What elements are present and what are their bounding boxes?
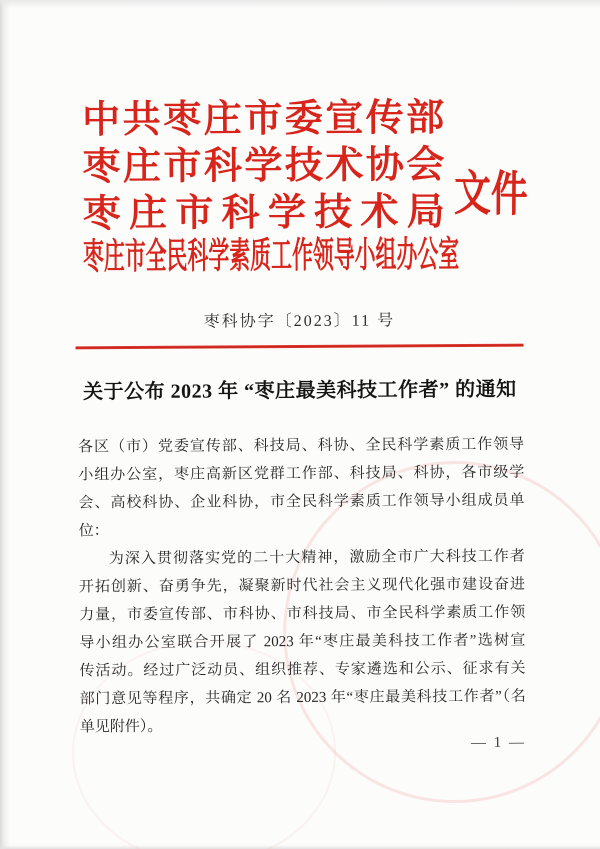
body-paragraph-2-line: 传活动。经过广泛动员、组织推荐、专家遴选和公示、征求有关 [79, 660, 526, 680]
body-paragraph-1-line: 各区（市）党委宣传部、科技局、科协、全民科学素质工作领导 [78, 436, 525, 456]
doc-number: 枣科协字〔2023〕11 号 [203, 312, 396, 331]
letterhead-org-line-2: 枣庄市科学技术协会 [82, 144, 445, 189]
body-paragraph-2-line: 导小组办公室联合开展了 2023 年“枣庄最美科技工作者”选树宣 [79, 632, 526, 652]
body-paragraph-1-line: 小组办公室，枣庄高新区党群工作部、科技局、科协，各市级学 [78, 464, 525, 484]
letterhead-org-line-4-text: 枣庄市全民科学素质工作领导小组办公室 [82, 235, 460, 278]
doc-type-label: 文件 [453, 166, 528, 222]
body-paragraph-2-line: 单见附件）。 [79, 718, 163, 736]
red-divider-line [76, 344, 524, 350]
body-paragraph-2-line: 开拓创新、奋勇争先，凝聚新时代社会主义现代化强市建设奋进 [78, 576, 526, 596]
body-paragraph-1-line: 位： [78, 523, 109, 540]
body-paragraph-2-line: 为深入贯彻落实党的二十大精神，激励全市广大科技工作者 [108, 548, 525, 568]
page-number: — 1 — [470, 734, 527, 751]
body-paragraph-1-line: 会、高校科协、企业科协，市全民科学素质工作领导小组成员单 [78, 492, 525, 512]
document-body [78, 431, 526, 742]
letterhead [82, 95, 460, 278]
letterhead-org-line-3: 枣庄市科学技术局 [82, 191, 445, 236]
document-title: 关于公布 2023 年 “枣庄最美科技工作者” 的通知 [83, 378, 517, 404]
body-paragraph-2-line: 力量，市委宣传部、市科协、市科技局、市全民科学素质工作领 [79, 604, 526, 624]
letterhead-org-line-4 [82, 235, 460, 278]
letterhead-org-line-1: 中共枣庄市委宣传部 [82, 97, 445, 142]
body-paragraph-2-line: 部门意见等程序，共确定 20 名 2023 年“枣庄最美科技工作者”（名 [79, 688, 526, 708]
